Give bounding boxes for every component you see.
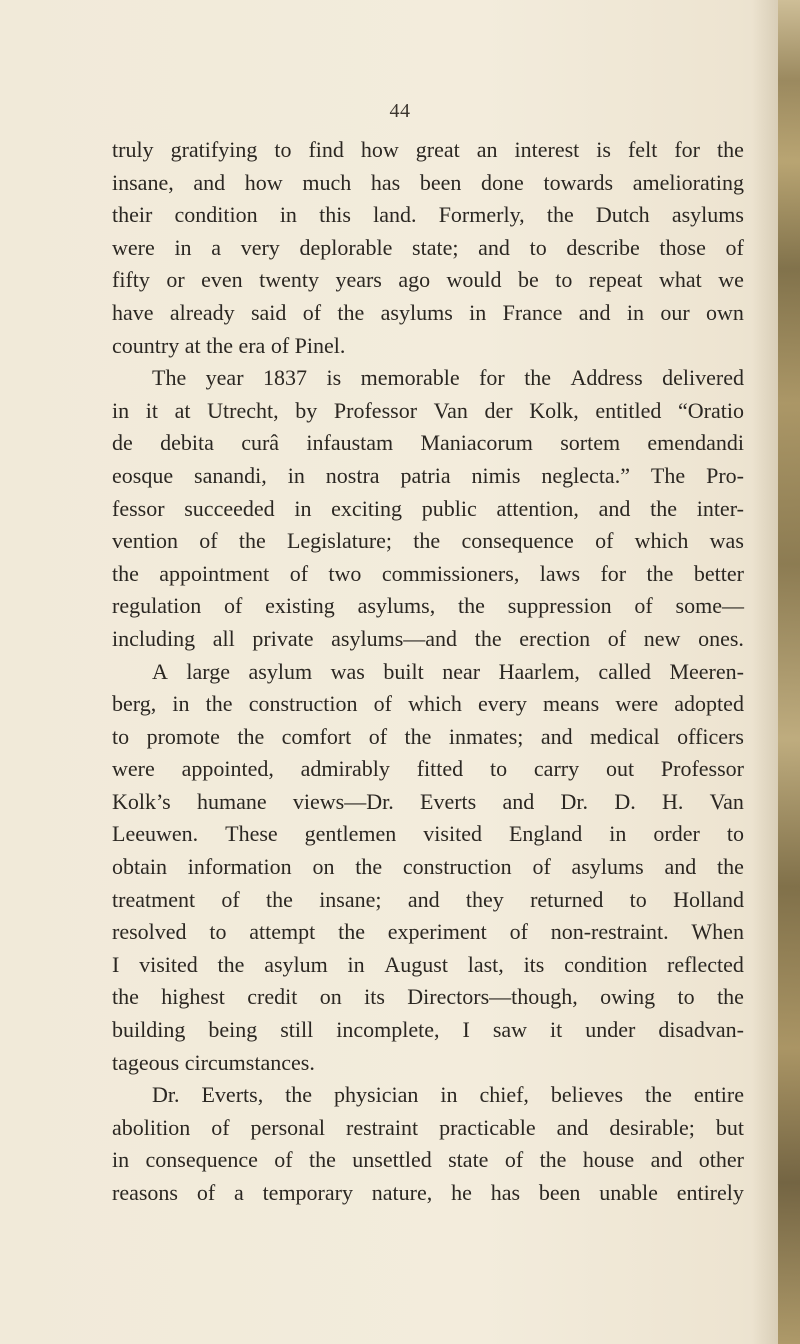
text-line [112,362,744,395]
text-line-content: regulation of existing asylums, the suppression of some— [112,593,744,619]
text-line [112,884,744,917]
text-line-content: have already said of the asylums in France and in our own [112,299,744,325]
text-line [112,1079,744,1112]
text-line-content: their condition in this land. Formerly, the Dutch asylums [112,202,744,228]
text-line [112,1144,744,1177]
page-number: 44 [389,100,411,122]
text-line-content: in consequence of the unsettled state of the house and other [112,1147,744,1173]
text-line-content: obtain information on the construction of asylums and the [112,854,744,880]
text-line-content: fessor succeeded in exciting public attention, and the inter- [112,495,744,521]
text-line [112,199,744,232]
text-line [112,167,744,200]
text-line [112,460,744,493]
text-line-content: A large asylum was built near Haarlem, called Meeren- [152,658,744,684]
text-line-content: The year 1837 is memorable for the Address delivered [152,365,744,391]
text-line-content: eosque sanandi, in nostra patria nimis neglecta.” The Pro- [112,462,744,488]
text-line-content: Leeuwen. These gentlemen visited England in order to [112,821,744,847]
text-line-content: to promote the comfort of the inmates; and medical officers [112,723,744,749]
text-line [112,395,744,428]
text-line-content: de debita curâ infaustam Maniacorum sortem emendandi [112,430,744,456]
text-line-content: including all private asylums—and the erection of new ones. [112,625,744,651]
text-line [112,264,744,297]
text-line-content: country at the era of Pinel. [112,332,346,358]
text-line [112,916,744,949]
text-line-content: treatment of the insane; and they returned to Holland [112,886,744,912]
text-line-content: truly gratifying to find how great an interest is felt for the [112,137,744,162]
text-line [112,558,744,591]
page-edge-shadow [752,0,778,1344]
text-line-content: Kolk’s humane views—Dr. Everts and Dr. D. H. Van [112,788,744,814]
text-line [112,688,744,721]
text-line [112,427,744,460]
text-line-content: resolved to attempt the experiment of non-restraint. When [112,919,744,945]
text-line [112,525,744,558]
text-line [112,1112,744,1145]
text-line [112,851,744,884]
text-line [112,981,744,1014]
text-line-content: were appointed, admirably fitted to carry out Professor [112,756,744,782]
text-line-content: the appointment of two commissioners, laws for the better [112,560,744,586]
text-line-content: tageous circumstances. [112,1049,315,1075]
text-line [112,330,744,363]
book-edge [778,0,800,1344]
text-line [112,1047,744,1080]
text-line [112,786,744,819]
text-line [112,590,744,623]
text-line [112,623,744,656]
text-line-content: Dr. Everts, the physician in chief, believes the entire [152,1082,744,1108]
text-line-content: the highest credit on its Directors—though, owing to the [112,984,744,1010]
text-line [112,818,744,851]
text-line [112,232,744,265]
text-line-content: building being still incomplete, I saw it under disadvan- [112,1017,744,1043]
text-line-content: abolition of personal restraint practicable and desirable; but [112,1114,744,1140]
body-text [112,134,744,1210]
text-line [112,949,744,982]
text-line [112,493,744,526]
text-line [112,297,744,330]
text-line [112,753,744,786]
text-line [112,1177,744,1210]
text-line [112,721,744,754]
text-line-content: I visited the asylum in August last, its condition reflected [112,951,744,977]
text-line-content: were in a very deplorable state; and to describe those of [112,234,744,260]
text-line-content: in it at Utrecht, by Professor Van der Kolk, entitled “Oratio [112,397,744,423]
text-line-content: berg, in the construction of which every means were adopted [112,691,744,717]
text-line [112,1014,744,1047]
text-line-content: fifty or even twenty years ago would be to repeat what we [112,267,744,293]
text-line [112,134,744,167]
text-line-content: vention of the Legislature; the consequence of which was [112,528,744,554]
text-line-content: insane, and how much has been done towards ameliorating [112,169,744,195]
text-line [112,656,744,689]
text-line-content: reasons of a temporary nature, he has been unable entirely [112,1180,744,1205]
